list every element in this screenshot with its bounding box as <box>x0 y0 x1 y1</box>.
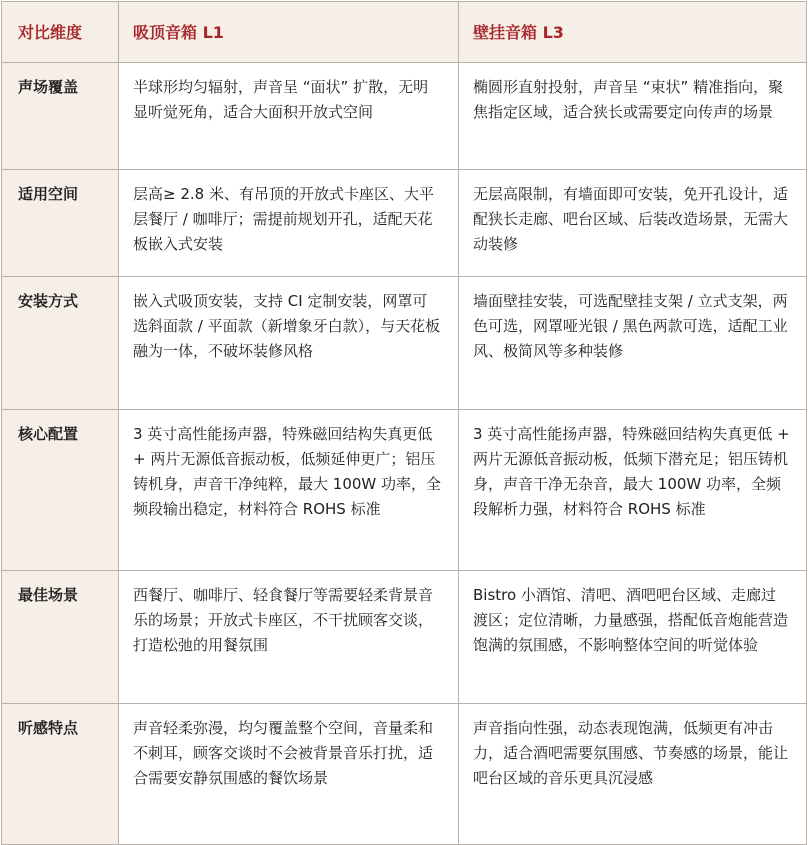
cell-product-a: 西餐厅、咖啡厅、轻食餐厅等需要轻柔背景音乐的场景；开放式卡座区，不干扰顾客交谈，打造松弛的用餐氛围 <box>119 571 459 704</box>
row-dimension: 听感特点 <box>2 704 119 845</box>
row-dimension: 声场覆盖 <box>2 63 119 170</box>
cell-product-a: 3 英寸高性能扬声器，特殊磁回结构失真更低 + 两片无源低音振动板，低频延伸更广；铝压铸机身，声音干净纯粹，最大 100W 功率，全频段输出稳定，材料符合 ROHS 标准 <box>119 410 459 571</box>
table-header-row <box>2 2 807 63</box>
cell-product-b: 无层高限制，有墙面即可安装，免开孔设计，适配狭长走廊、吧台区域、后装改造场景，无需大动装修 <box>459 170 807 277</box>
cell-product-a: 层高≥ 2.8 米、有吊顶的开放式卡座区、大平层餐厅 / 咖啡厅；需提前规划开孔，适配天花板嵌入式安装 <box>119 170 459 277</box>
cell-product-b: Bistro 小酒馆、清吧、酒吧吧台区域、走廊过渡区；定位清晰，力量感强，搭配低音炮能营造饱满的氛围感，不影响整体空间的听觉体验 <box>459 571 807 704</box>
table-row <box>2 571 807 704</box>
comparison-table <box>1 1 807 845</box>
cell-product-a: 声音轻柔弥漫，均匀覆盖整个空间，音量柔和不刺耳，顾客交谈时不会被背景音乐打扰，适合需要安静氛围感的餐饮场景 <box>119 704 459 845</box>
table-row <box>2 63 807 170</box>
table-row <box>2 277 807 410</box>
cell-product-b: 墙面壁挂安装，可选配壁挂支架 / 立式支架，两色可选，网罩哑光银 / 黑色两款可选，适配工业风、极简风等多种装修 <box>459 277 807 410</box>
header-dimension: 对比维度 <box>2 2 119 63</box>
cell-product-a: 嵌入式吸顶安装，支持 CI 定制安装，网罩可选斜面款 / 平面款（新增象牙白款），与天花板融为一体，不破坏装修风格 <box>119 277 459 410</box>
table-row <box>2 170 807 277</box>
header-product-b: 壁挂音箱 L3 <box>459 2 807 63</box>
cell-product-b: 声音指向性强，动态表现饱满，低频更有冲击力，适合酒吧需要氛围感、节奏感的场景，能让吧台区域的音乐更具沉浸感 <box>459 704 807 845</box>
cell-product-b: 3 英寸高性能扬声器，特殊磁回结构失真更低 + 两片无源低音振动板，低频下潜充足；铝压铸机身，声音干净无杂音，最大 100W 功率，全频段解析力强，材料符合 ROHS 标准 <box>459 410 807 571</box>
cell-product-b: 椭圆形直射投射，声音呈 “束状” 精准指向，聚焦指定区域，适合狭长或需要定向传声的场景 <box>459 63 807 170</box>
row-dimension: 安装方式 <box>2 277 119 410</box>
table-row <box>2 704 807 845</box>
row-dimension: 核心配置 <box>2 410 119 571</box>
cell-product-a: 半球形均匀辐射，声音呈 “面状” 扩散，无明显听觉死角，适合大面积开放式空间 <box>119 63 459 170</box>
row-dimension: 最佳场景 <box>2 571 119 704</box>
table-row <box>2 410 807 571</box>
row-dimension: 适用空间 <box>2 170 119 277</box>
header-product-a: 吸顶音箱 L1 <box>119 2 459 63</box>
